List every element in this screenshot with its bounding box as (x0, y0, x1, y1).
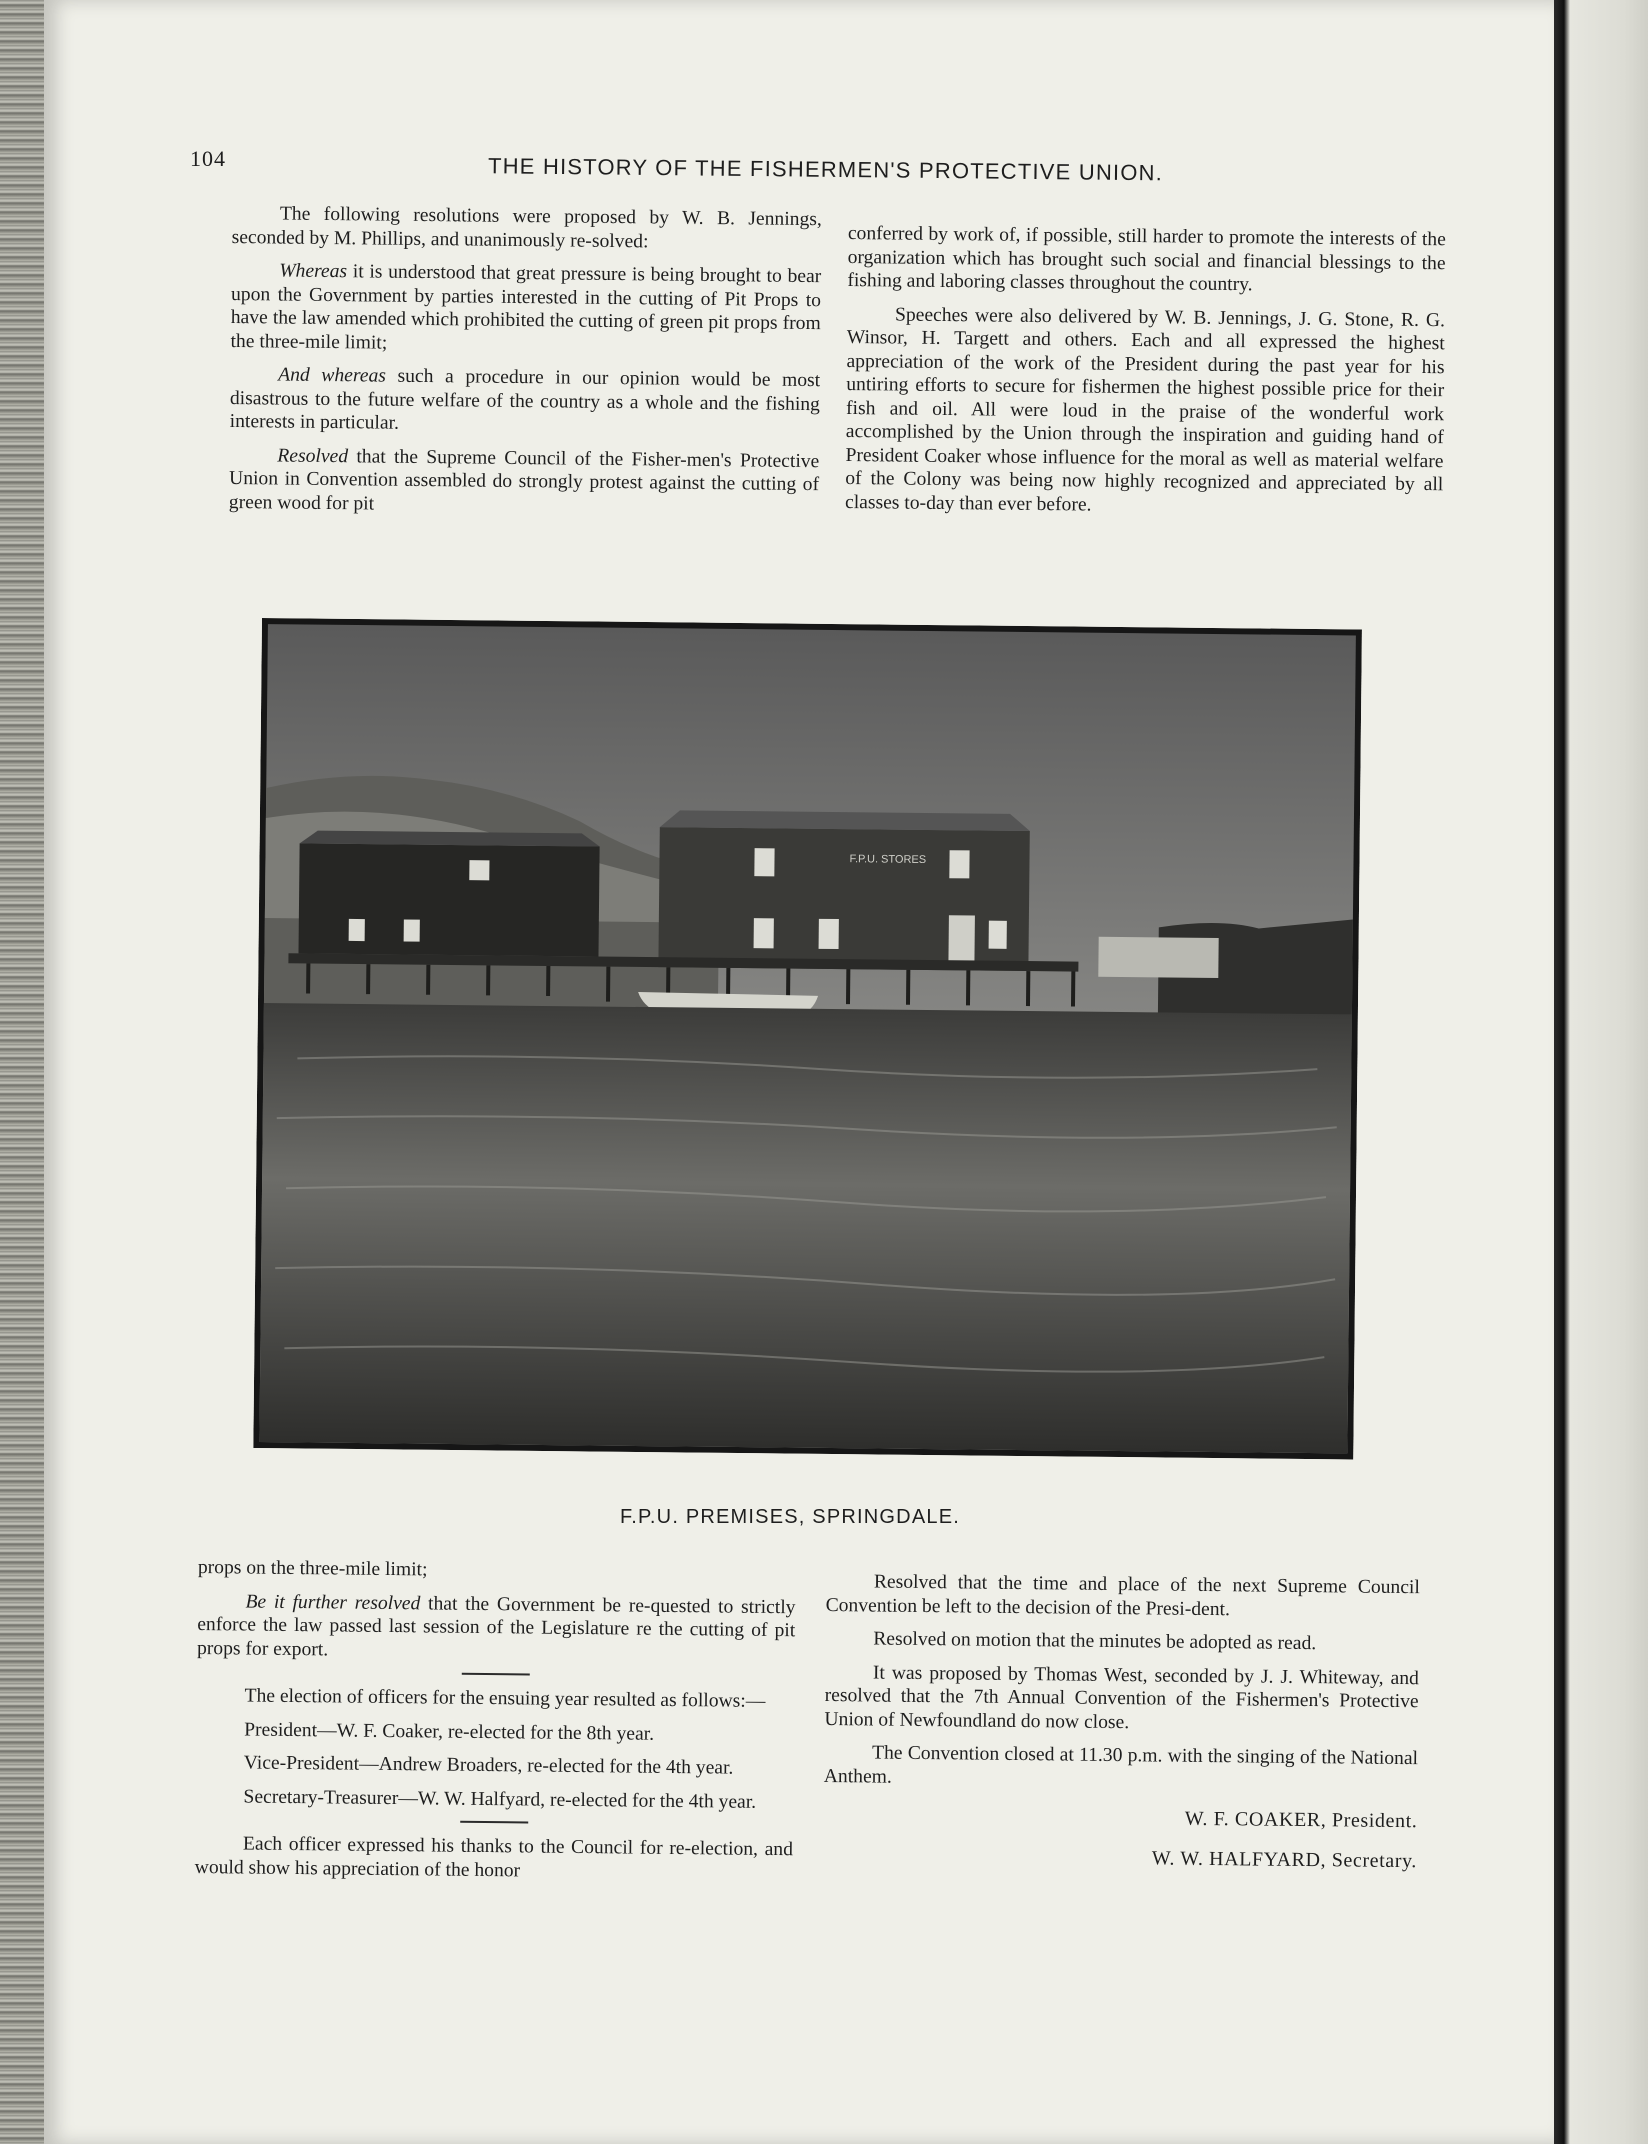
signature-secretary: W. W. HALFYARD, Secretary. (1151, 1846, 1418, 1872)
paragraph-conferred: conferred by work of, if possible, still harder to promote the interests of the organization which has brought such social and financial blessings to the fishing and laboring classes throughout the country. (847, 222, 1446, 296)
paragraph-president: President—W. F. Coaker, re-elected for the 8th year. (244, 1718, 655, 1745)
scan-left-edge (0, 0, 44, 2144)
paragraph-close-motion: It was proposed by Thomas West, seconded by J. J. Whiteway, and resolved that the 7th Annual Convention of the Fishermen's Protective Union of Newfoundland do now close. (824, 1661, 1420, 1733)
photo-illustration (253, 618, 1362, 1459)
paragraph-minutes: Resolved on motion that the minutes be adopted as read. (873, 1628, 1317, 1655)
paragraph-props: props on the three-mile limit; (197, 1557, 428, 1581)
door (948, 915, 975, 965)
column-bottom-left (195, 1556, 796, 1895)
photo-caption: F.P.U. PREMISES, SPRINGDALE. (620, 1506, 960, 1528)
paragraph-anthem: The Convention closed at 11.30 p.m. with the singing of the National Anthem. (823, 1742, 1419, 1788)
paragraph-speeches: Speeches were also delivered by W. B. Jennings, J. G. Stone, R. G. Winsor, H. Targett and others. Each and all expressed the highest appreciation of the work of the President during the past year for his untiring efforts to secure for fishermen the highest possible price for their fish and oil. All were loud in the praise of the wonderful work accomplished by the Union through the inspiration and guiding hand of President Coaker whose influence for the moral as well as material welfare of the Colony was being now highly recognized and appreciated by all classes to-day than ever before. (844, 303, 1446, 516)
paragraph-election: The election of officers for the ensuing year resulted as follows:— (244, 1685, 766, 1712)
paragraph-and-whereas (230, 363, 821, 440)
signature-president: W. F. COAKER, President. (1184, 1807, 1418, 1833)
page-number: 104 (190, 146, 226, 171)
italic-lead: Be it further resolved (245, 1591, 421, 1614)
photograph-fpu-premises (253, 618, 1382, 1482)
paragraph-secretary-treasurer: Secretary-Treasurer—W. W. Halfyard, re-elected for the 4th year. (243, 1785, 757, 1813)
window (819, 919, 839, 949)
paragraph-text: it is understood that great pressure is being brought to bear upon the Government by parties interested in the cutting of Pit Props to have the law amended which prohibited the cutting of green pit props from the three-mile limit; (230, 261, 822, 354)
paragraph-text: that the Supreme Council of the Fisher-men's Protective Union in Convention assembled do strongly protest against the cutting of green wood for pit (228, 445, 820, 515)
paragraph-further-resolved (197, 1589, 796, 1666)
distant-buildings (1098, 937, 1218, 978)
paragraph-text: such a procedure in our opinion would be most disastrous to the future welfare of the country as a whole and the fishing interests in particular. (229, 365, 821, 434)
paragraph-vice-president: Vice-President—Andrew Broaders, re-elected for the 4th year. (243, 1752, 734, 1779)
section-divider (462, 1673, 530, 1676)
column-bottom-right (823, 1570, 1420, 1883)
window (754, 848, 774, 876)
harbour-water (259, 1003, 1352, 1453)
italic-lead: Whereas (279, 260, 348, 283)
paragraph-officer-thanks: Each officer expressed his thanks to the Council for re-election, and would show his appreciation of the honor (194, 1833, 794, 1881)
paragraph-whereas (230, 259, 821, 359)
paragraph-text: that the Government be re-quested to strictly enforce the law passed last session of the Legislature re the cutting of pit props for export. (196, 1592, 796, 1660)
window (949, 850, 969, 878)
window (754, 918, 774, 948)
paragraph-resolutions-intro: The following resolutions were proposed by W. B. Jennings, seconded by M. Phillips, and unanimously re-solved: (231, 203, 822, 252)
window (989, 921, 1007, 949)
italic-lead: Resolved (277, 444, 349, 467)
window (469, 860, 489, 880)
book-binding-edge (1554, 0, 1648, 2144)
paragraph-next-convention: Resolved that the time and place of the next Supreme Council Convention be left to the decision of the Presi-dent. (825, 1571, 1420, 1620)
paragraph-resolved (229, 443, 820, 520)
window (404, 920, 420, 942)
column-top-right (845, 222, 1446, 530)
column-top-left (229, 202, 822, 530)
running-head: THE HISTORY OF THE FISHERMEN'S PROTECTIVE UNION. (487, 153, 1164, 186)
left-warehouse (298, 843, 599, 956)
section-divider (460, 1821, 528, 1824)
window (349, 919, 365, 941)
building-sign: F.P.U. STORES (849, 853, 927, 866)
italic-lead: And whereas (278, 364, 387, 387)
